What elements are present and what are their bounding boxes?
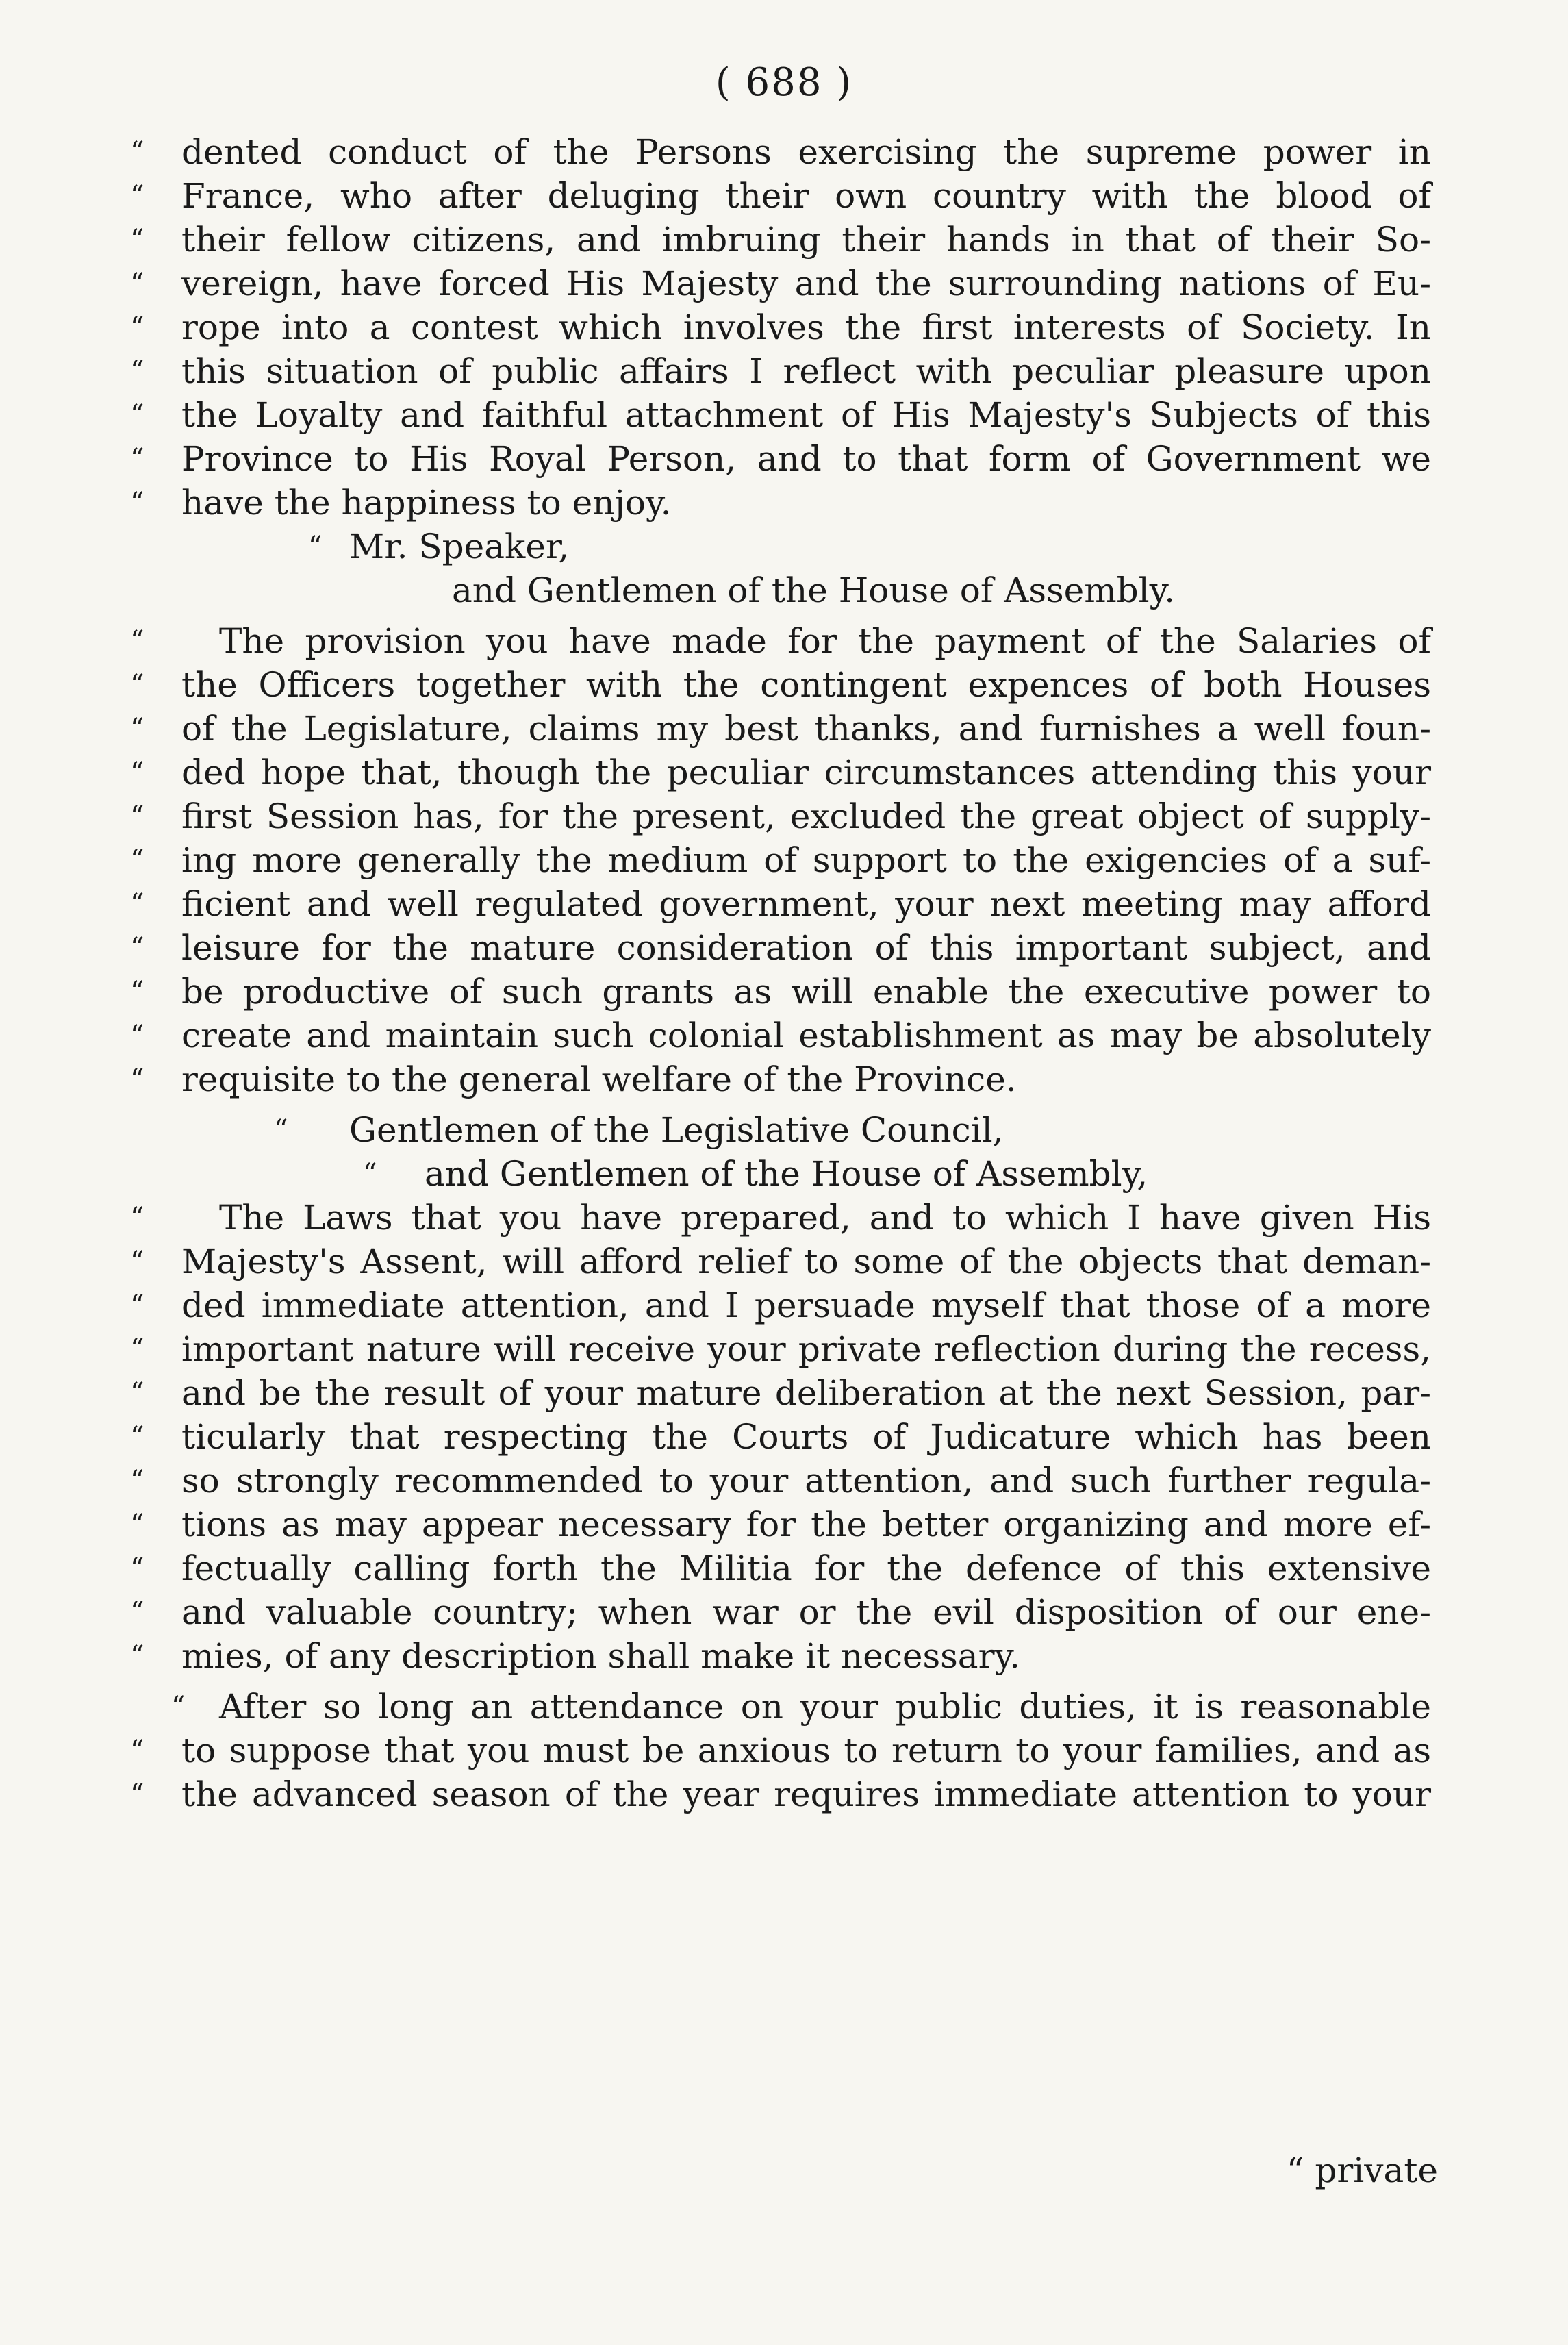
quote-mark: “ — [130, 844, 144, 876]
quote-mark: “ — [130, 1421, 144, 1453]
quote-mark: “ — [130, 1779, 144, 1810]
quote-mark: “ — [130, 757, 144, 788]
text-line: “ this situation of public affairs I reflect with peculiar pleasure upon — [130, 349, 1431, 393]
text-line: “ have the happiness to enjoy. — [130, 481, 1431, 525]
salutation-line: and Gentlemen of the House of Assembly. — [452, 570, 1176, 610]
text-line: “ ficient and well regulated government, your next meeting may afford — [130, 882, 1431, 926]
quote-mark: “ — [363, 1158, 377, 1190]
text-line: “ ded immediate attention, and I persuade myself that those of a more — [130, 1283, 1431, 1327]
text-line: “ After so long an attendance on your public duties, it is reasonable — [130, 1685, 1431, 1729]
text-line: “ first Session has, for the present, excluded the great object of supply- — [130, 794, 1431, 838]
text-line: “ France, who after deluging their own country with the blood of — [130, 174, 1431, 218]
quote-mark: “ — [274, 1114, 288, 1146]
quote-mark: “ — [130, 1377, 144, 1409]
quote-mark: “ — [130, 1246, 144, 1277]
text-line: “ mies, of any description shall make it necessary. — [130, 1634, 1431, 1678]
quote-mark: “ — [130, 1202, 144, 1233]
text-line: “ dented conduct of the Persons exercising the supreme power in — [130, 130, 1431, 174]
quote-mark: “ — [130, 976, 144, 1007]
text-line: “ The provision you have made for the payment of the Salaries of — [130, 619, 1431, 663]
quote-mark: “ — [130, 487, 144, 518]
text-line: “ vereign, have forced His Majesty and the surrounding nations of Eu- — [130, 262, 1431, 305]
text-line: “ of the Legislature, claims my best thanks, and furnishes a well foun- — [130, 707, 1431, 751]
text-line: “ Majesty's Assent, will afford relief to some of the objects that deman- — [130, 1240, 1431, 1283]
quote-mark: “ — [130, 399, 144, 431]
quote-mark: “ — [130, 669, 144, 701]
text-line: “ to suppose that you must be anxious to return to your families, and as — [130, 1729, 1431, 1772]
quote-mark: “ — [130, 625, 144, 657]
text-line: “ requisite to the general welfare of the Province. — [130, 1057, 1431, 1101]
text-line: “ rope into a contest which involves the first interests of Society. In — [130, 305, 1431, 349]
quote-mark: “ — [171, 1691, 186, 1722]
page-number: ( 688 ) — [715, 60, 853, 105]
text-line: “ Province to His Royal Person, and to that form of Government we — [130, 437, 1431, 481]
text-line: “ tions as may appear necessary for the better organizing and more ef- — [130, 1503, 1431, 1546]
quote-mark: “ — [130, 312, 144, 343]
text-line: “ important nature will receive your private reflection during the recess, — [130, 1327, 1431, 1371]
quote-mark: “ — [308, 531, 323, 562]
text-line: “ create and maintain such colonial establishment as may be absolutely — [130, 1014, 1431, 1057]
quote-mark: “ — [130, 1465, 144, 1496]
quote-mark: “ — [130, 1735, 144, 1766]
quote-mark: “ — [130, 801, 144, 832]
text-line: “ so strongly recommended to your attention, and such further regula- — [130, 1459, 1431, 1503]
text-line: “ the Officers together with the contingent expences of both Houses — [130, 663, 1431, 707]
text-line: “ the Loyalty and faithful attachment of His Majesty's Subjects of this — [130, 393, 1431, 437]
quote-mark: “ — [130, 443, 144, 475]
text-line: “ The Laws that you have prepared, and to which I have given His — [130, 1196, 1431, 1240]
quote-mark: “ — [130, 1064, 144, 1095]
quote-mark: “ — [130, 713, 144, 744]
text-line: “ ticularly that respecting the Courts of Judicature which has been — [130, 1415, 1431, 1459]
quote-mark: “ — [130, 1640, 144, 1672]
quote-mark: “ — [130, 180, 144, 212]
text-line: “ leisure for the mature consideration of this important subject, and — [130, 926, 1431, 970]
text-line: “ and valuable country; when war or the evil disposition of our ene- — [130, 1590, 1431, 1634]
text-line: “ ing more generally the medium of support to the exigencies of a suf- — [130, 838, 1431, 882]
quote-mark: “ — [130, 1333, 144, 1365]
text-line: “ be productive of such grants as will enable the executive power to — [130, 970, 1431, 1014]
quote-mark: “ — [130, 1020, 144, 1051]
quote-mark: “ — [130, 1290, 144, 1321]
salutation-line: “ and Gentlemen of the House of Assembly, — [130, 1152, 1431, 1196]
text-line: “ the advanced season of the year requires immediate attention to your — [130, 1772, 1431, 1816]
salutation-line: “ Mr. Speaker, — [130, 525, 1431, 568]
quote-mark: “ — [130, 888, 144, 920]
text-line: “ fectually calling forth the Militia for the defence of this extensive — [130, 1546, 1431, 1590]
quote-mark: “ — [130, 355, 144, 387]
quote-mark: “ — [130, 268, 144, 299]
document-body — [130, 130, 1431, 1816]
quote-mark: “ — [130, 224, 144, 255]
quote-mark: “ — [130, 1509, 144, 1540]
quote-mark: “ — [130, 1553, 144, 1584]
text-line: “ and be the result of your mature deliberation at the next Session, par- — [130, 1371, 1431, 1415]
quote-mark: “ — [130, 1596, 144, 1628]
text-line: “ ded hope that, though the peculiar circumstances attending this your — [130, 751, 1431, 794]
catchword: “ private — [1286, 2150, 1438, 2190]
text-line: “ their fellow citizens, and imbruing their hands in that of their So- — [130, 218, 1431, 262]
salutation-line: “ Gentlemen of the Legislative Council, — [130, 1108, 1431, 1152]
quote-mark: “ — [130, 136, 144, 168]
quote-mark: “ — [130, 932, 144, 964]
